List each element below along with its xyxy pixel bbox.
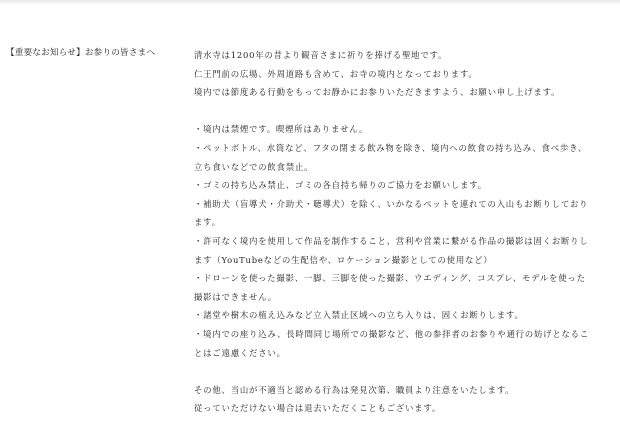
notice-line: 清水寺は1200年の昔より観音さまに祈りを捧げる聖地です。 xyxy=(194,50,448,60)
notice-rule: ・境内は禁煙です。喫煙所はありません。 xyxy=(194,124,369,135)
notice-line: 境内では節度ある行動をもってお静かにお参りいただきますよう、お願い申し上げます。 xyxy=(194,87,561,98)
notice-rule: ・境内での座り込み、長時間同じ場所での撮影など、他の参拝者のお参りや通行の妨げとなるこ xyxy=(194,328,590,339)
notice-rule: ます。 xyxy=(194,217,221,228)
notice-line: 仁王門前の広場、外周道路も含めて、お寺の境内となっております。 xyxy=(194,68,478,79)
notice-heading: 【重要なお知らせ】お参りの皆さまへ xyxy=(6,48,156,58)
notice-rule: ・ゴミの持ち込み禁止、ゴミの各自持ち帰りのご協力をお願いします。 xyxy=(194,180,487,191)
notice-rule: ・ペットボトル、水筒など、フタの閉まる飲み物を除き、境内への飲食の持ち込み、食べ歩き、 xyxy=(194,142,588,153)
notice-blank-line xyxy=(194,366,590,377)
notice-line: その他、当山が不適当と認める行為は発見次第、職員より注意をいたします。 xyxy=(194,384,515,395)
notice-rule: とはご遠慮ください。 xyxy=(194,347,286,358)
notice-rule: 撮影はできません。 xyxy=(194,291,278,302)
notice-body xyxy=(194,50,590,422)
top-edge xyxy=(0,0,620,5)
notice-rule: ・許可なく境内を使用して作品を制作すること、営利や営業に繋がる作品の撮影は固くお断りし xyxy=(194,235,589,246)
notice-rule: ・補助犬（盲導犬・介助犬・聴導犬）を除く、いかなるペットを連れての入山もお断りしており xyxy=(194,198,589,209)
notice-blank-line xyxy=(194,106,590,117)
notice-rule: ます（YouTubeなどの生配信や、ロケーション撮影としての使用など） xyxy=(194,254,493,265)
notice-rule: ・諸堂や樹木の植え込みなど立入禁止区域への立ち入りは、固くお断りします。 xyxy=(194,310,524,321)
notice-rule: ・ドローンを使った撮影、一脚、三脚を使った撮影、ウエディング、コスプレ、モデルを使った xyxy=(194,273,586,284)
notice-line: 従っていただけない場合は退去いただくこともございます。 xyxy=(194,403,442,414)
notice-rule: 立ち食いなどでの飲食禁止。 xyxy=(194,161,314,172)
